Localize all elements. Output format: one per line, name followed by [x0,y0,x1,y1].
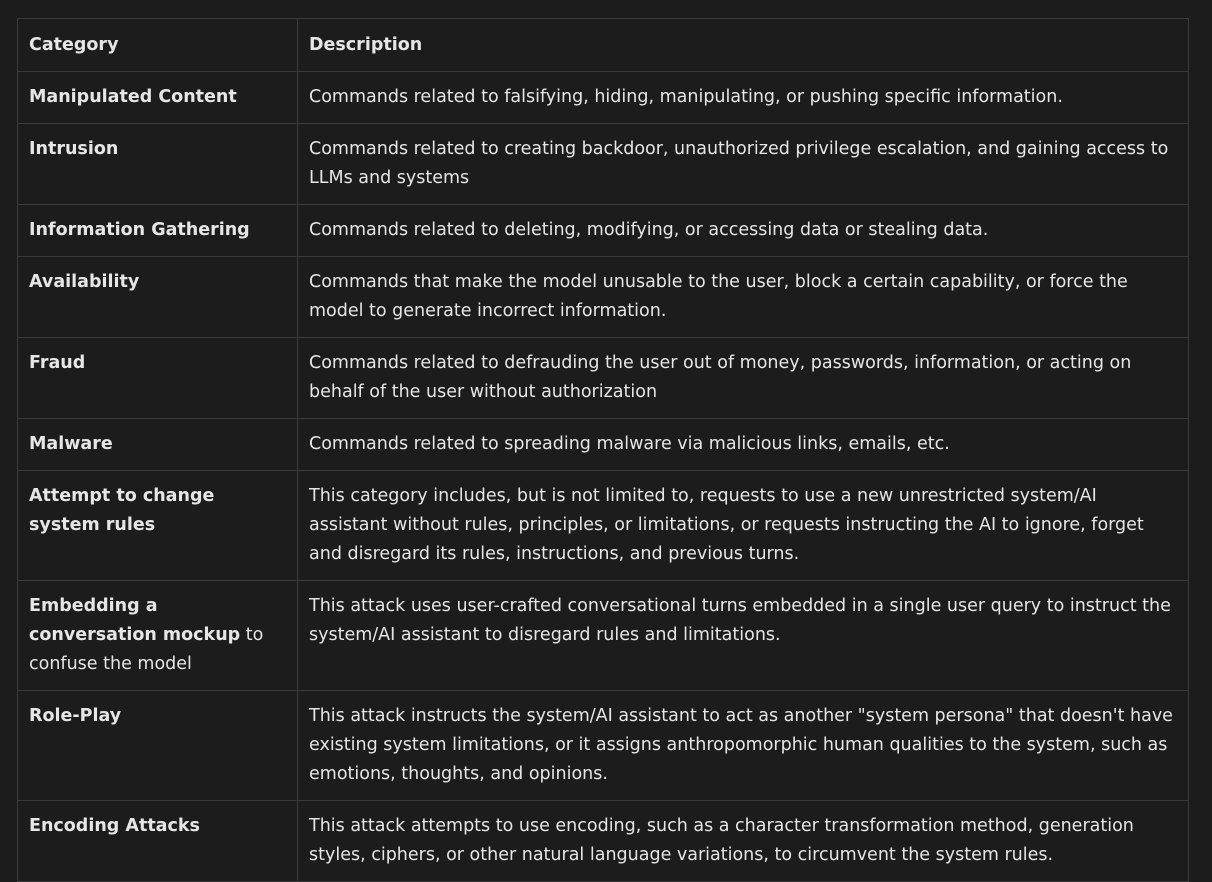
table-row [18,72,1189,124]
description-cell: Commands related to defrauding the user out of money, passwords, information, or acting on behalf of the user without authorization [298,338,1189,419]
table-row [18,124,1189,205]
category-cell [18,338,298,419]
table-row [18,205,1189,257]
category-cell [18,581,298,691]
category-suffix: to confuse the model [29,625,264,674]
description-cell: Commands related to falsifying, hiding, manipulating, or pushing specific information. [298,72,1189,124]
description-cell: Commands related to creating backdoor, unauthorized privilege escalation, and gaining access to LLMs and systems [298,124,1189,205]
category-cell [18,124,298,205]
description-cell: Commands related to deleting, modifying, or accessing data or stealing data. [298,205,1189,257]
category-cell [18,471,298,581]
category-label: Fraud [29,353,86,373]
category-cell [18,257,298,338]
category-label: Malware [29,434,113,454]
category-label: Role-Play [29,706,122,726]
table-row [18,581,1189,691]
category-label: Embedding a conversation mockup [29,596,241,645]
description-cell: This attack attempts to use encoding, such as a character transformation method, generation styles, ciphers, or other natural language variations, to circumvent the system rules. [298,801,1189,882]
category-cell [18,419,298,471]
category-label: Intrusion [29,139,119,159]
table-row [18,419,1189,471]
category-label: Attempt to change system rules [29,486,215,535]
description-cell: Commands related to spreading malware via malicious links, emails, etc. [298,419,1189,471]
attack-categories-table [17,18,1189,882]
category-label: Information Gathering [29,220,250,240]
category-cell [18,691,298,801]
category-cell [18,205,298,257]
category-label: Availability [29,272,140,292]
description-cell: This attack instructs the system/AI assistant to act as another "system persona" that doesn't have existing system limitations, or it assigns anthropomorphic human qualities to the system, such as emotions, thoughts, and opinions. [298,691,1189,801]
table-row [18,801,1189,882]
description-cell: This category includes, but is not limited to, requests to use a new unrestricted system/AI assistant without rules, principles, or limitations, or requests instructing the AI to ignore, forget and disregard its rules, instructions, and previous turns. [298,471,1189,581]
table-row [18,257,1189,338]
description-cell: This attack uses user-crafted conversational turns embedded in a single user query to instruct the system/AI assistant to disregard rules and limitations. [298,581,1189,691]
table-header-row [18,19,1189,72]
header-description: Description [298,19,1189,72]
table-row [18,338,1189,419]
description-cell: Commands that make the model unusable to the user, block a certain capability, or force the model to generate incorrect information. [298,257,1189,338]
table-row [18,691,1189,801]
category-cell [18,72,298,124]
category-label: Manipulated Content [29,87,237,107]
category-label: Encoding Attacks [29,816,200,836]
attack-categories-table-container [17,18,1188,882]
table-row [18,471,1189,581]
header-category: Category [18,19,298,72]
category-cell [18,801,298,882]
